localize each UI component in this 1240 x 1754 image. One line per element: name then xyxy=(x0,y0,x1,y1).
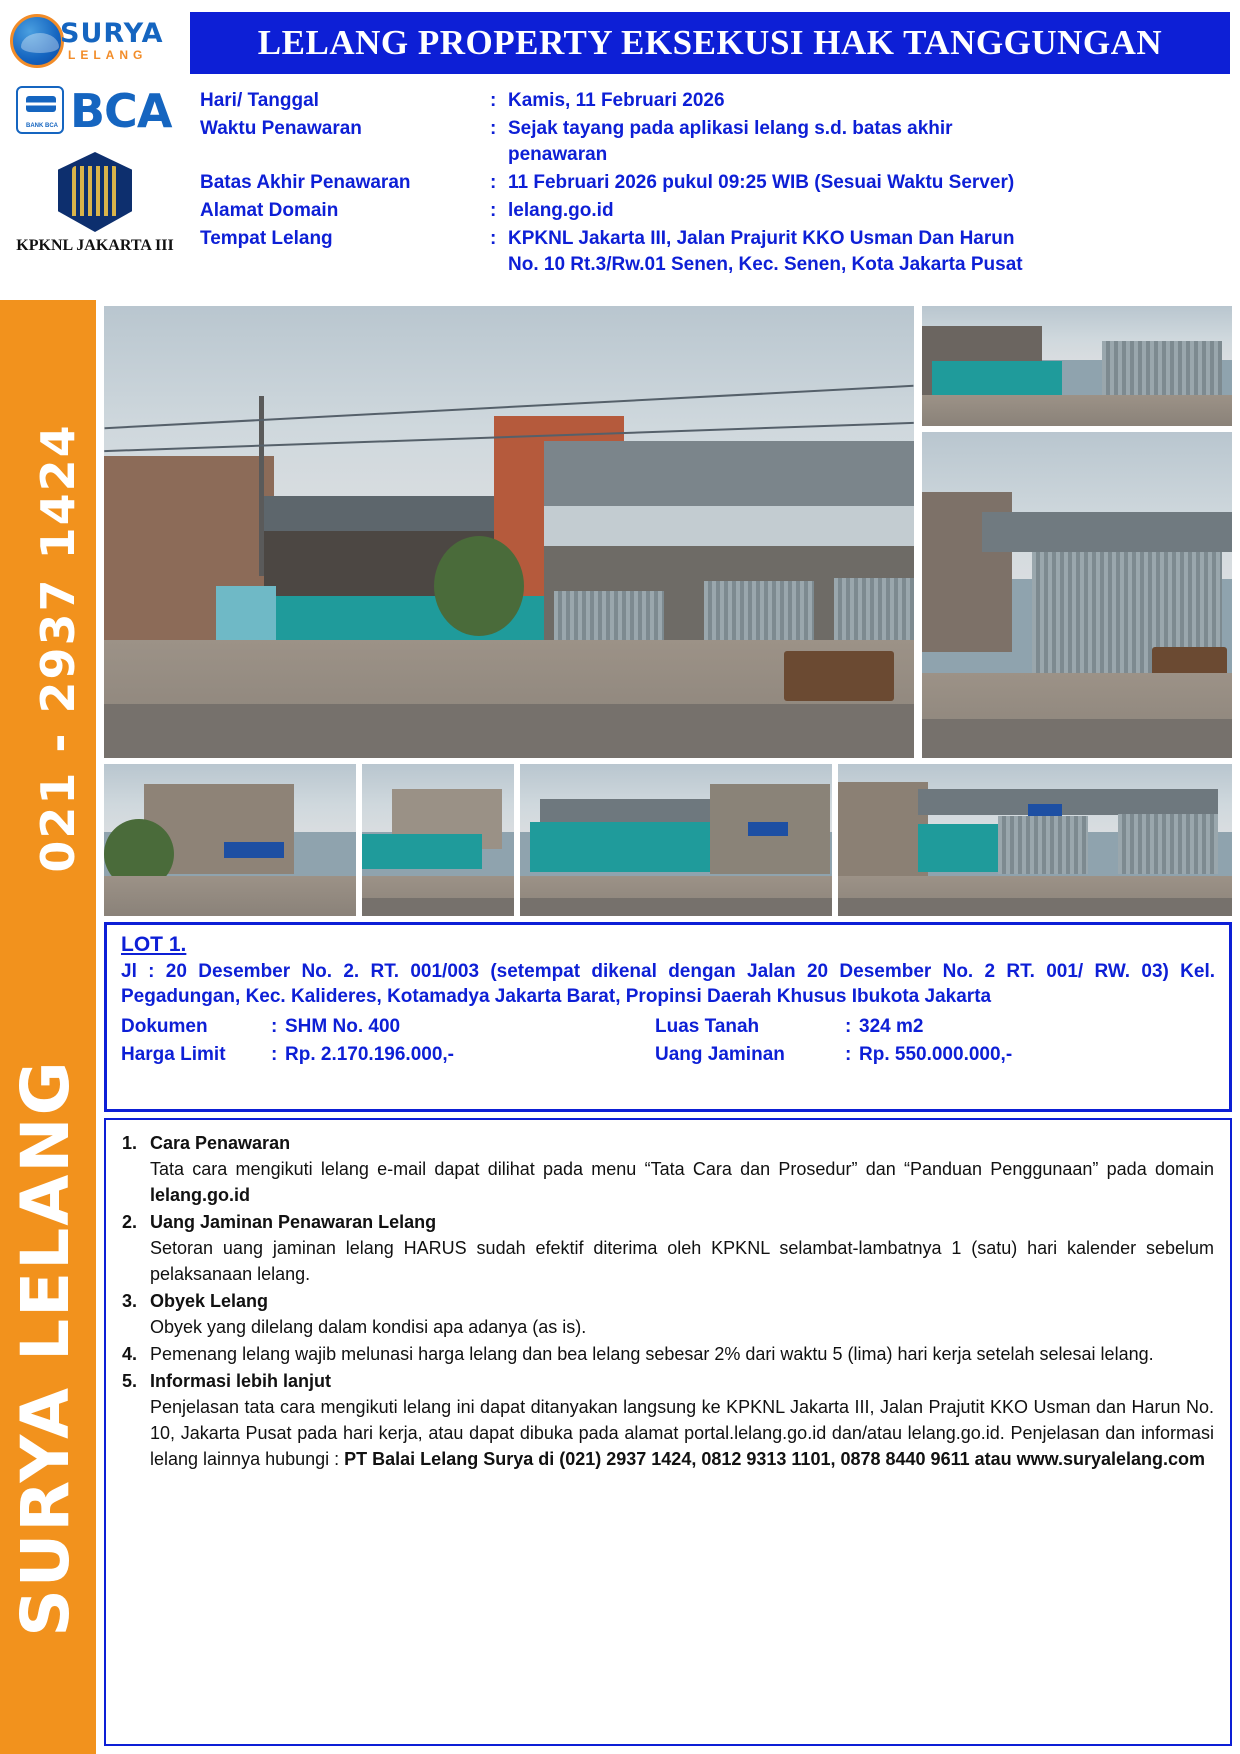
lot-row-dokumen xyxy=(121,1013,1215,1041)
term-body xyxy=(150,1130,1214,1208)
term-body xyxy=(150,1341,1214,1367)
property-photo-bottom-2 xyxy=(362,764,514,916)
term-text xyxy=(150,1156,1214,1208)
lot-jaminan-label: Uang Jaminan xyxy=(655,1044,785,1065)
photo-shutter-1 xyxy=(998,816,1088,874)
property-photo-gallery xyxy=(104,306,1232,916)
photo-shop-sign xyxy=(1028,804,1062,816)
photo-cart xyxy=(784,651,894,701)
photo-wall xyxy=(838,782,928,877)
lot-harga-label: Harga Limit xyxy=(121,1044,226,1065)
photo-ground xyxy=(922,395,1232,426)
info-value-text: Kamis, 11 Februari 2026 xyxy=(508,90,725,111)
sidebar-contact-strip xyxy=(0,300,96,1754)
info-value-text: Sejak tayang pada aplikasi lelang s.d. batas akhir xyxy=(508,118,953,139)
bank-mark-label: BANK BCA xyxy=(26,123,58,129)
term-item-1 xyxy=(122,1130,1214,1208)
info-value-cont: No. 10 Rt.3/Rw.01 Senen, Kec. Senen, Kota Jakarta Pusat xyxy=(508,254,1023,275)
photo-facade-band xyxy=(544,506,914,546)
photo-roof-left xyxy=(264,496,494,536)
term-text-a: Penjelasan tata cara mengikuti lelang ini dapat ditanyakan langsung ke KPKNL Jakarta III, Jalan Prajutit KKO Usman dan Harun No. 10, Jakarta Pusat pada hari kerja, atau dapat dibuka pada alamat portal.lelang.go.id dan/atau lelang.go.id. Penjelasan dan informasi lelang lainnya hubungi : xyxy=(150,1397,1214,1469)
info-colon: : xyxy=(490,228,497,249)
surya-lelang-logo xyxy=(8,10,178,72)
globe-icon xyxy=(10,14,64,68)
logo-column xyxy=(0,0,190,300)
lot-title: LOT 1. xyxy=(121,933,187,956)
term-text xyxy=(150,1341,1214,1367)
term-text-a: Tata cara mengikuti lelang e-mail dapat dilihat pada menu “Tata Cara dan Prosedur” dan “Panduan Penggunaan” pada domain xyxy=(150,1159,1214,1179)
photo-green-fence xyxy=(530,822,710,872)
page-title xyxy=(190,12,1230,74)
photo-shop-sign xyxy=(748,822,788,836)
lot-jaminan-value: Rp. 550.000.000,- xyxy=(859,1044,1013,1065)
kpknl-logo xyxy=(10,152,180,255)
lot-luas-label: Luas Tanah xyxy=(655,1016,760,1037)
info-value xyxy=(508,116,1230,168)
info-colon: : xyxy=(490,200,497,221)
property-photo-bottom-4 xyxy=(838,764,1232,916)
info-colon: : xyxy=(490,118,497,139)
photo-canopy xyxy=(982,512,1232,552)
photo-road xyxy=(520,898,832,916)
term-text-a: Obyek yang dilelang dalam kondisi apa adanya (as is). xyxy=(150,1317,587,1337)
term-number: 2. xyxy=(122,1212,138,1232)
term-heading: Obyek Lelang xyxy=(150,1291,269,1311)
photo-ground xyxy=(104,876,356,916)
page-title-text: LELANG PROPERTY EKSEKUSI HAK TANGGUNGAN xyxy=(257,23,1163,62)
term-body xyxy=(150,1288,1214,1340)
info-value-cont: penawaran xyxy=(508,144,608,165)
info-value-text: KPKNL Jakarta III, Jalan Prajurit KKO Usman Dan Harun xyxy=(508,228,1015,249)
photo-pole xyxy=(259,396,264,576)
term-item-4 xyxy=(122,1341,1214,1367)
term-text-b[interactable]: lelang.go.id xyxy=(150,1185,251,1205)
info-value xyxy=(508,226,1230,278)
term-number: 3. xyxy=(122,1291,138,1311)
lot-attributes xyxy=(121,1013,1215,1069)
lot-row-harga xyxy=(121,1041,1215,1069)
main-property-photo xyxy=(104,306,914,758)
info-label: Alamat Domain xyxy=(200,200,339,221)
lot-dokumen-value: SHM No. 400 xyxy=(285,1016,401,1037)
property-photo-right-1 xyxy=(922,306,1232,426)
info-value xyxy=(508,198,1230,224)
domain-link[interactable]: lelang.go.id xyxy=(508,200,614,221)
property-photo-right-2 xyxy=(922,432,1232,758)
term-text xyxy=(150,1394,1214,1472)
lot-colon: : xyxy=(271,1016,278,1037)
term-item-3 xyxy=(122,1288,1214,1340)
brand-subname: LELANG xyxy=(68,48,148,62)
lot-details-box xyxy=(104,922,1232,1112)
lot-luas-value: 324 m2 xyxy=(859,1016,924,1037)
term-body xyxy=(150,1368,1214,1472)
term-heading: Cara Penawaran xyxy=(150,1133,291,1153)
term-number: 4. xyxy=(122,1344,138,1364)
info-label: Batas Akhir Penawaran xyxy=(200,172,411,193)
bca-logo xyxy=(16,82,176,142)
term-heading: Uang Jaminan Penawaran Lelang xyxy=(150,1212,437,1232)
term-item-2 xyxy=(122,1209,1214,1287)
property-photo-bottom-1 xyxy=(104,764,356,916)
bank-mark-icon xyxy=(16,86,64,134)
info-colon: : xyxy=(490,172,497,193)
lot-dokumen-label: Dokumen xyxy=(121,1016,208,1037)
info-row-alamat-domain xyxy=(200,198,1230,224)
term-text xyxy=(150,1314,1214,1340)
bank-name: BCA xyxy=(70,84,172,138)
info-value-text: 11 Februari 2026 pukul 09:25 WIB (Sesuai Waktu Server) xyxy=(508,172,1015,193)
lot-colon: : xyxy=(845,1016,852,1037)
photo-road xyxy=(922,719,1232,758)
lot-harga-value: Rp. 2.170.196.000,- xyxy=(285,1044,454,1065)
auction-info-table xyxy=(200,88,1230,280)
info-label: Tempat Lelang xyxy=(200,228,333,249)
info-row-hari xyxy=(200,88,1230,114)
term-text-a: Pemenang lelang wajib melunasi harga lelang dan bea lelang sebesar 2% dari waktu 5 (lima) hari kerja setelah selesai lelang. xyxy=(150,1344,1154,1364)
photo-shutter-2 xyxy=(1118,814,1218,874)
sidebar-brand: SURYA LELANG xyxy=(6,1059,84,1637)
term-number: 5. xyxy=(122,1371,138,1391)
photo-canopy xyxy=(544,441,914,511)
photo-shutter xyxy=(1102,341,1222,401)
info-row-batas-akhir xyxy=(200,170,1230,196)
photo-green-fence xyxy=(918,824,998,872)
term-number: 1. xyxy=(122,1133,138,1153)
terms-and-conditions-box xyxy=(104,1118,1232,1746)
photo-shop-sign xyxy=(224,842,284,858)
term-text xyxy=(150,1235,1214,1287)
photo-road xyxy=(104,704,914,758)
photo-tree xyxy=(434,536,524,636)
info-row-waktu xyxy=(200,116,1230,168)
term-text-a: Setoran uang jaminan lelang HARUS sudah efektif diterima oleh KPKNL selambat-lambatnya 1 (satu) hari kalender sebelum pelaksanaan lelang. xyxy=(150,1238,1214,1284)
photo-canopy xyxy=(918,789,1218,815)
info-value xyxy=(508,88,1230,114)
term-heading: Informasi lebih lanjut xyxy=(150,1371,332,1391)
lot-colon: : xyxy=(845,1044,852,1065)
header xyxy=(0,0,1240,300)
term-body xyxy=(150,1209,1214,1287)
kpknl-label: KPKNL JAKARTA III xyxy=(16,237,174,254)
info-row-tempat-lelang xyxy=(200,226,1230,278)
lot-address: Jl : 20 Desember No. 2. RT. 001/003 (setempat dikenal dengan Jalan 20 Desember No. 2 RT. 001/ RW. 03) Kel. Pegadungan, Kec. Kalideres, Kotamadya Jakarta Barat, Propinsi Daerah Khusus Ibukota Jakarta xyxy=(121,961,1215,1007)
photo-road xyxy=(362,898,514,916)
info-label: Hari/ Tanggal xyxy=(200,90,319,111)
lot-colon: : xyxy=(271,1044,278,1065)
photo-green-fence xyxy=(362,834,482,869)
property-photo-bottom-3 xyxy=(520,764,832,916)
info-label: Waktu Penawaran xyxy=(200,118,362,139)
term-item-5 xyxy=(122,1368,1214,1472)
info-value xyxy=(508,170,1230,196)
kpknl-emblem-icon xyxy=(58,152,132,232)
sidebar-phone: 021 - 2937 1424 xyxy=(31,423,85,873)
term-text-b[interactable]: PT Balai Lelang Surya di (021) 2937 1424, 0812 9313 1101, 0878 8440 9611 atau www.suryalelang.com xyxy=(344,1449,1206,1469)
brand-name: SURYA xyxy=(60,18,164,49)
photo-road xyxy=(838,898,1232,916)
info-colon: : xyxy=(490,90,497,111)
